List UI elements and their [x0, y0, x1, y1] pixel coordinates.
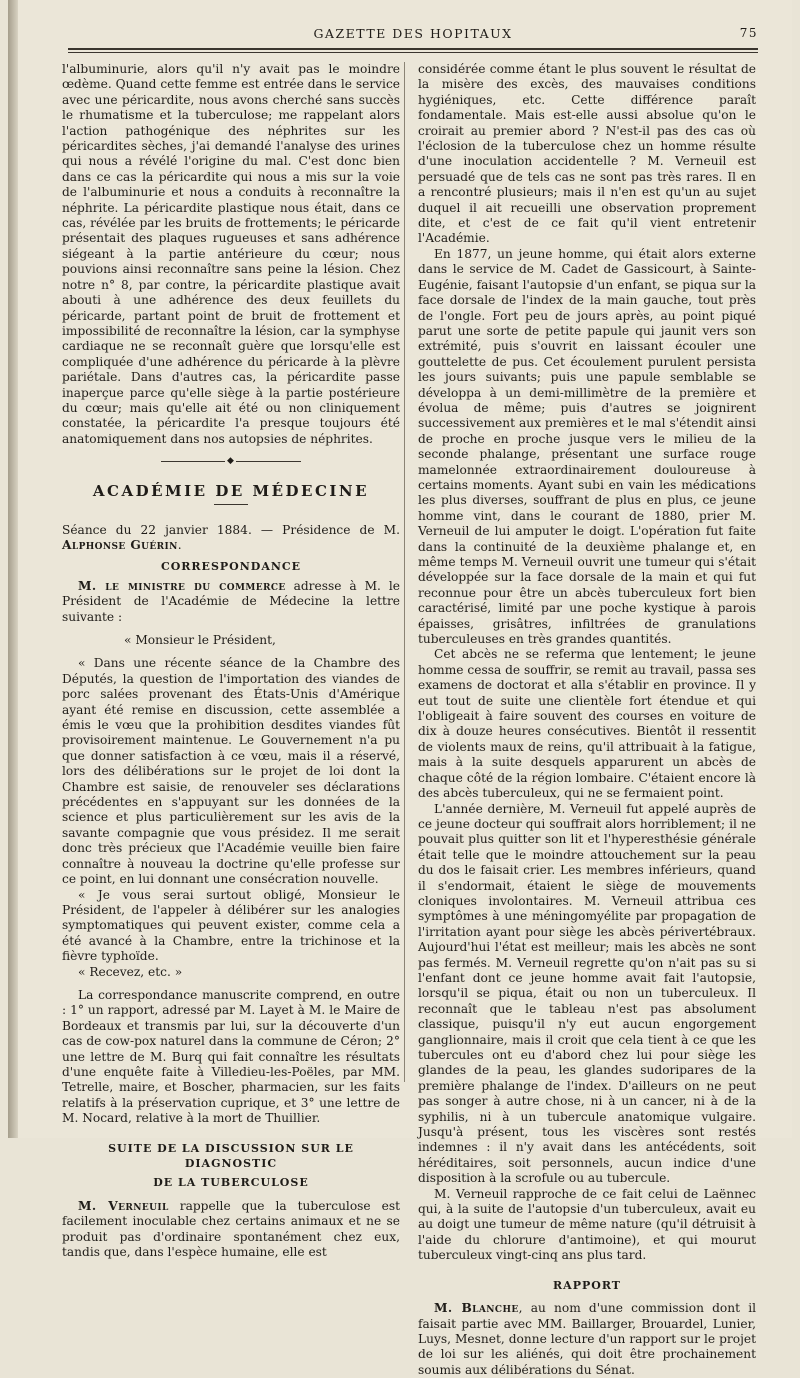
paragraph-albuminurie: l'albuminurie, alors qu'il n'y avait pas le moindre œdème. Quand cette femme est entrée dans le service avec une péricardite, nous avons cherché sans succès le rhumatisme et la tuberculose; me rappelant alors l'action pathogénique des néphrites sur les péricardites sèches, j'ai demandé l'analyse des urines qui nous a révélé l'origine du mal. C'est donc bien dans ce cas la péricardite qui nous a mis sur la voie de l'albuminurie et nous a conduits à reconnaître la néphrite. La péricardite plastique nous était, dans ce cas, révélée par les bruits de frottements; le péricarde présentait des plaques rugueuses et sans adhérence siégeant à la partie antérieure du cœur; nous pouvions ainsi reconnaître sans peine la lésion. Chez notre n° 8, par contre, la péricardite plastique avait abouti à une adhérence des deux feuillets du péricarde, partant point de bruit de frottement et impossibilité de reconnaître la lésion, car la symphyse cardiaque ne se reconnaît guère que lorsqu'elle est compliquée d'une adhérence du péricarde à la plèvre pariétale. Dans d'autres cas, la péricardite passe inaperçue parce qu'elle siège à la partie postérieure du cœur; mais qu'elle ait été ou non cliniquement constatée, la péricardite l'a presque toujours été anatomiquement dans nos autopsies de néphrites.	[62, 62, 400, 446]
paragraph-verneuil	[62, 1199, 400, 1261]
paragraph-continued: considérée comme étant le plus souvent le résultat de la misère des excès, des mauvaises conditions hygiéniques, etc. Cette différence paraît fondamentale. Mais est-elle aussi absolue qu'on le croirait au premier abord ? N'est-il pas des cas où l'éclosion de la tuberculose chez un homme résulte d'une inoculation accidentelle ? M. Verneuil est persuadé que de tels cas ne sont pas très rares. Il en a rencontré plusieurs; mais il n'en est qu'un au sujet duquel il ait recueilli une observation proprement dite, et c'est de ce fait qu'il vient entretenir l'Académie.	[418, 62, 756, 246]
paragraph-ministre	[62, 579, 400, 625]
paragraph-blanche	[418, 1301, 756, 1378]
section-separator	[161, 461, 301, 462]
header-rule-thin	[68, 52, 758, 53]
column-divider	[404, 62, 405, 1082]
seance-president: Alphonse Guérin	[62, 537, 178, 552]
paragraph-1877: En 1877, un jeune homme, qui était alors externe dans le service de M. Cadet de Gassicourt, à Sainte-Eugénie, faisant l'autopsie d'un enfant, se piqua sur la face dorsale de l'index de la main gauche, tout près de l'ongle. Fort peu de jours après, au point piqué parut une sorte de petite papule qui jaunit vers son extrémité, puis s'ouvrit en laissant écouler une gouttelette de pus. Cet écoulement purulent persista les jours suivants; puis une papule semblable se développa à un demi-millimètre de la première et évolua de même; puis d'autres se joignirent successivement aux premières et le mal s'étendit ainsi de proche en proche jusque vers le milieu de la seconde phalange, présentant une surface rouge mamelonnée extraordinairement douloureuse à certains moments. Ayant subi en vain les médications les plus diverses, souffrant de plus en plus, ce jeune homme vint, dans le courant de 1880, prier M. Verneuil de lui amputer le doigt. L'opération fut faite dans la continuité de la deuxième phalange et, en même temps M. Verneuil ouvrit une tumeur qui s'était développée sur la face dorsale de la main et qui fut reconnue pour être un abcès tuberculeux fort bien caractérisé, limité par une poche kystique à parois épaisses, grisâtres, infiltrées de granulations tuberculeuses en très grandes quantités.	[418, 246, 756, 647]
heading-discussion-line1: SUITE DE LA DISCUSSION SUR LE DIAGNOSTIC	[108, 1141, 354, 1170]
paragraph-annee-derniere: L'année dernière, M. Verneuil fut appelé auprès de ce jeune docteur qui souffrait alors horriblement; il ne pouvait plus quitter son lit et l'hyperesthésie générale était telle que le moindre attouchement sur la peau du dos le faisait crier. Les membres inférieurs, quand il s'endormait, étaient le siège de mouvements cloniques involontaires. M. Verneuil attribua ces symptômes à une méningomyélite par propagation de l'irritation ayant pour siège les abcès périvertébraux. Aujourd'hui l'état est meilleur; mais les abcès ne sont pas fermés. M. Verneuil regrette qu'on n'ait pas su si l'enfant dont ce jeune homme avait fait l'autopsie, lorsqu'il se piqua, était ou non un tuberculeux. Il reconnaît que le tableau n'est pas absolument classique, puisqu'il n'y eut aucun engorgement ganglionnaire, mais il croit que cela tient à ce que les tubercules ont eu d'abord chez lui pour siège les glandes de la peau, les glandes sudoripares de la première phalange de l'index. D'ailleurs on ne peut pas songer à autre chose, ni à un cancer, ni à de la syphilis, ni à un tubercule anatomique vulgaire. Jusqu'à présent, tous les viscères sont restés indemnes : il n'y avait dans les antécédents, soit héréditaires, soit personnels, aucun indice d'une disposition à la scrofule ou au tubercule.	[418, 801, 756, 1186]
page-number: 75	[739, 26, 758, 40]
header-title: GAZETTE DES HOPITAUX	[313, 26, 513, 41]
paragraph-abces: Cet abcès ne se referma que lentement; le jeune homme cessa de souffrir, se remit au travail, passa ses examens de doctorat et alla s'établir en province. Il y eut tout de suite une clientèle fort étendue et qui l'obligeait à faire souvent des courses en voiture de dix à douze heures consécutives. Bientôt il ressentit de violents maux de reins, qu'il attribuait à la fatigue, mais à la suite desquels apparurent un abcès de chaque côté de la région lombaire. C'étaient encore là des abcès tuberculeux, qui ne se fermaient point.	[418, 647, 756, 801]
seance-date: Séance du 22 janvier 1884. — Présidence de M.	[62, 522, 400, 537]
ministre-text: adresse à M. le Président de l'Académie de Médecine la lettre suivante :	[62, 578, 400, 624]
seance-suffix: .	[177, 537, 182, 552]
paragraph-laennec: M. Verneuil rapproche de ce fait celui de Laënnec qui, à la suite de l'autopsie d'un tuberculeux, avait eu au doigt une tumeur de même nature (qu'il détruisit à l'aide du chlorure d'antimoine), et qui mourut tuberculeux vingt-cinq ans plus tard.	[418, 1186, 756, 1263]
paragraph-letter-1: « Dans une récente séance de la Chambre des Députés, la question de l'importation des viandes de porc salées provenant des États-Unis d'Amérique ayant été remise en discussion, cette assemblée a émis le vœu que la prohibition desdites viandes fût provisoirement maintenue. Le Gouvernement n'a pu que donner satisfaction à ce vœu, mais il a réservé, lors des délibérations sur le projet de loi dont la Chambre est saisie, de renouveler ses déclarations précédentes en s'appuyant sur les données de la science et plus particulièrement sur les avis de la savante compagnie que vous présidez. Il me serait donc très précieux que l'Académie veuille bien faire connaître à nouveau la doctrine qu'elle professe sur ce point, en lui donnant une consécration nouvelle.	[62, 656, 400, 887]
heading-rapport: RAPPORT	[553, 1278, 621, 1292]
newspaper-page	[8, 0, 792, 1377]
right-column	[418, 62, 756, 1378]
paragraph-recevez: « Recevez, etc. »	[78, 964, 183, 979]
header-rule	[68, 48, 758, 50]
seance-line	[62, 523, 400, 554]
blanche-label: M. Blanche	[434, 1301, 519, 1316]
section-title-rule	[214, 504, 248, 505]
blanche-text: , au nom d'une commission dont il faisait partie avec MM. Baillarger, Brouardel, Lunier, Luys, Mesnet, donne lecture d'un rapport sur le projet de loi sur les aliénés, qui doit être prochainement soumis aux délibérations du Sénat.	[418, 1301, 756, 1377]
ministre-label: M. le ministre du commerce	[78, 578, 286, 593]
left-column	[62, 62, 400, 1260]
verneuil-text: rappelle que la tuberculose est facilement inoculable chez certains animaux et ne se produit pas d'ordinaire spontanément chez eux, tandis que, dans l'espèce humaine, elle est	[62, 1198, 400, 1260]
paragraph-correspondance-manuscrite: La correspondance manuscrite comprend, en outre : 1° un rapport, adressé par M. Layet à M. le Maire de Bordeaux et transmis par lui, sur la découverte d'un cas de cow-pox naturel dans la commune de Céron; 2° une lettre de M. Burq qui fait connaître les résultats d'une enquête faite à Villedieu-les-Poëles, par MM. Tetrelle, maire, et Boscher, pharmacien, sur les faits relatifs à la préservation cuprique, et 3° une lettre de M. Nocard, relative à la mort de Thuillier.	[62, 987, 400, 1126]
section-title-academie: ACADÉMIE DE MÉDECINE	[92, 482, 370, 501]
paragraph-letter-2: « Je vous serai surtout obligé, Monsieur le Président, de l'appeler à délibérer sur les analogies symptomatiques qui peuvent exister, comme cela a été avancé à la Chambre, entre la trichinose et la fièvre typhoïde.	[62, 887, 400, 964]
heading-discussion-line2: DE LA TUBERCULOSE	[153, 1176, 309, 1190]
heading-correspondance: CORRESPONDANCE	[160, 560, 302, 574]
salutation: « Monsieur le Président,	[124, 633, 276, 647]
verneuil-label: M. Verneuil	[78, 1198, 169, 1213]
page-header	[68, 26, 758, 46]
binding-edge	[8, 0, 18, 1138]
